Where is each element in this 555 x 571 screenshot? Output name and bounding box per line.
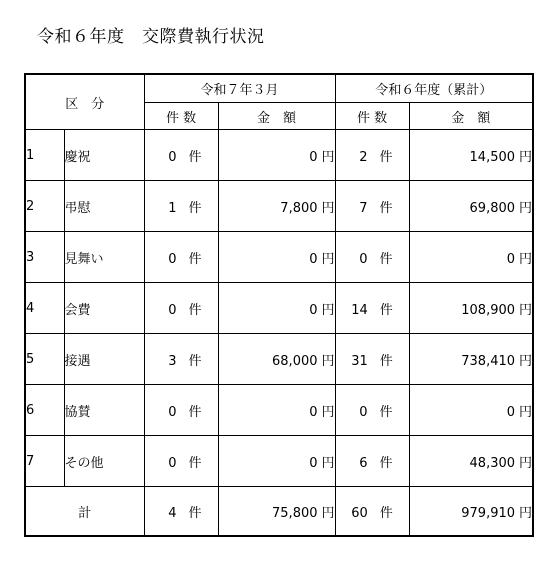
yen-unit: 円 — [519, 149, 533, 165]
table-row — [25, 130, 533, 181]
count-unit: 件 — [379, 251, 393, 267]
cumulative-count — [335, 130, 409, 181]
amount-number: 0 — [309, 404, 318, 420]
row-number: 3 — [25, 232, 64, 283]
cumulative-amount — [409, 334, 533, 385]
month-amount — [218, 181, 335, 232]
count-number: 0 — [168, 149, 177, 165]
row-number: 1 — [25, 130, 64, 181]
amount-number: 0 — [309, 455, 318, 471]
table-row — [25, 181, 533, 232]
cumulative-count — [335, 334, 409, 385]
cumulative-amount — [409, 283, 533, 334]
yen-unit: 円 — [519, 404, 533, 420]
cumulative-amount — [409, 232, 533, 283]
month-amount — [218, 232, 335, 283]
yen-unit: 円 — [519, 505, 533, 521]
amount-number: 48,300 — [469, 455, 516, 471]
amount-number: 0 — [506, 251, 516, 267]
total-cumulative-count — [335, 487, 409, 537]
cumulative-amount — [409, 385, 533, 436]
count-number: 0 — [168, 404, 177, 420]
count-unit: 件 — [188, 200, 202, 216]
amount-number: 108,900 — [461, 302, 516, 318]
yen-unit: 円 — [321, 404, 335, 420]
yen-unit: 円 — [321, 302, 335, 318]
cumulative-count — [335, 385, 409, 436]
count-number: 4 — [168, 505, 177, 521]
month-count — [144, 181, 218, 232]
count-number: 1 — [168, 200, 177, 216]
count-unit: 件 — [188, 455, 202, 471]
amount-number: 7,800 — [280, 200, 318, 216]
count-unit: 件 — [379, 149, 393, 165]
count-number: 0 — [168, 251, 177, 267]
count-unit: 件 — [188, 505, 202, 521]
amount-number: 75,800 — [272, 505, 318, 521]
row-number: 6 — [25, 385, 64, 436]
yen-unit: 円 — [321, 251, 335, 267]
count-number: 0 — [359, 404, 368, 420]
table-row — [25, 385, 533, 436]
count-unit: 件 — [188, 251, 202, 267]
amount-number: 0 — [309, 251, 318, 267]
category-name: 見舞い — [64, 232, 144, 283]
count-unit: 件 — [188, 404, 202, 420]
row-number: 5 — [25, 334, 64, 385]
count-number: 2 — [359, 149, 368, 165]
header-row-1 — [25, 74, 533, 103]
month-count-header: 件 数 — [144, 103, 218, 130]
month-count — [144, 436, 218, 487]
count-unit: 件 — [188, 353, 202, 369]
total-month-count-value — [161, 502, 202, 521]
total-cumulative-amount — [409, 487, 533, 537]
count-number: 6 — [359, 455, 368, 471]
total-cumulative-count-value — [351, 502, 393, 521]
total-month-count — [144, 487, 218, 537]
total-row — [25, 487, 533, 537]
count-unit: 件 — [379, 455, 393, 471]
count-number: 31 — [351, 353, 368, 369]
amount-number: 0 — [309, 149, 318, 165]
month-count-value — [161, 248, 202, 267]
row-number: 7 — [25, 436, 64, 487]
cumulative-count — [335, 181, 409, 232]
category-name: 弔慰 — [64, 181, 144, 232]
row-number: 2 — [25, 181, 64, 232]
total-label: 計 — [25, 487, 144, 537]
month-amount — [218, 334, 335, 385]
cumulative-count — [335, 283, 409, 334]
amount-number: 68,000 — [272, 353, 318, 369]
total-month-amount — [218, 487, 335, 537]
month-count-value — [161, 299, 202, 318]
yen-unit: 円 — [519, 455, 533, 471]
count-number: 14 — [351, 302, 368, 318]
cumulative-amount — [409, 436, 533, 487]
count-number: 0 — [168, 302, 177, 318]
count-number: 7 — [359, 200, 368, 216]
count-number: 60 — [351, 505, 368, 521]
cumulative-count — [335, 436, 409, 487]
table-row — [25, 232, 533, 283]
amount-number: 0 — [309, 302, 318, 318]
page-title: 令和６年度 交際費執行状況 — [37, 27, 265, 47]
count-unit: 件 — [379, 353, 393, 369]
month-count — [144, 283, 218, 334]
table-row — [25, 436, 533, 487]
month-amount-header: 金 額 — [218, 103, 335, 130]
yen-unit: 円 — [321, 505, 335, 521]
table-row — [25, 283, 533, 334]
count-unit: 件 — [379, 505, 393, 521]
cumulative-amount — [409, 130, 533, 181]
month-amount — [218, 283, 335, 334]
month-count-value — [161, 197, 202, 216]
month-count — [144, 232, 218, 283]
month-count — [144, 385, 218, 436]
category-name: 会費 — [64, 283, 144, 334]
month-count — [144, 334, 218, 385]
expense-table — [24, 73, 534, 537]
month-count — [144, 130, 218, 181]
table-row — [25, 334, 533, 385]
count-unit: 件 — [188, 149, 202, 165]
cumulative-count-value — [352, 401, 393, 420]
cumulative-count-header: 件 数 — [335, 103, 409, 130]
cumulative-count-value — [352, 452, 393, 471]
count-unit: 件 — [379, 404, 393, 420]
amount-number: 979,910 — [461, 505, 516, 521]
count-unit: 件 — [188, 302, 202, 318]
month-amount — [218, 130, 335, 181]
month-count-value — [161, 350, 202, 369]
yen-unit: 円 — [519, 302, 533, 318]
cumulative-count-value — [352, 197, 393, 216]
month-header: 令和７年３月 — [144, 74, 335, 103]
category-name: その他 — [64, 436, 144, 487]
month-count-value — [161, 146, 202, 165]
row-number: 4 — [25, 283, 64, 334]
cumulative-count-value — [351, 350, 393, 369]
amount-number: 69,800 — [469, 200, 516, 216]
yen-unit: 円 — [321, 149, 335, 165]
yen-unit: 円 — [321, 455, 335, 471]
cumulative-amount — [409, 181, 533, 232]
month-amount — [218, 436, 335, 487]
cumulative-header: 令和６年度（累計） — [335, 74, 533, 103]
category-name: 慶祝 — [64, 130, 144, 181]
cumulative-count-value — [351, 299, 393, 318]
cumulative-count — [335, 232, 409, 283]
count-number: 3 — [168, 353, 177, 369]
count-number: 0 — [168, 455, 177, 471]
yen-unit: 円 — [519, 251, 533, 267]
category-name: 協賛 — [64, 385, 144, 436]
category-header: 区 分 — [25, 74, 144, 130]
cumulative-amount-header: 金 額 — [409, 103, 533, 130]
cumulative-count-value — [352, 146, 393, 165]
yen-unit: 円 — [321, 200, 335, 216]
month-count-value — [161, 401, 202, 420]
count-unit: 件 — [379, 200, 393, 216]
count-number: 0 — [359, 251, 368, 267]
category-name: 接遇 — [64, 334, 144, 385]
yen-unit: 円 — [519, 200, 533, 216]
yen-unit: 円 — [321, 353, 335, 369]
month-count-value — [161, 452, 202, 471]
amount-number: 0 — [506, 404, 516, 420]
cumulative-count-value — [352, 248, 393, 267]
count-unit: 件 — [379, 302, 393, 318]
amount-number: 738,410 — [461, 353, 516, 369]
yen-unit: 円 — [519, 353, 533, 369]
amount-number: 14,500 — [469, 149, 516, 165]
month-amount — [218, 385, 335, 436]
